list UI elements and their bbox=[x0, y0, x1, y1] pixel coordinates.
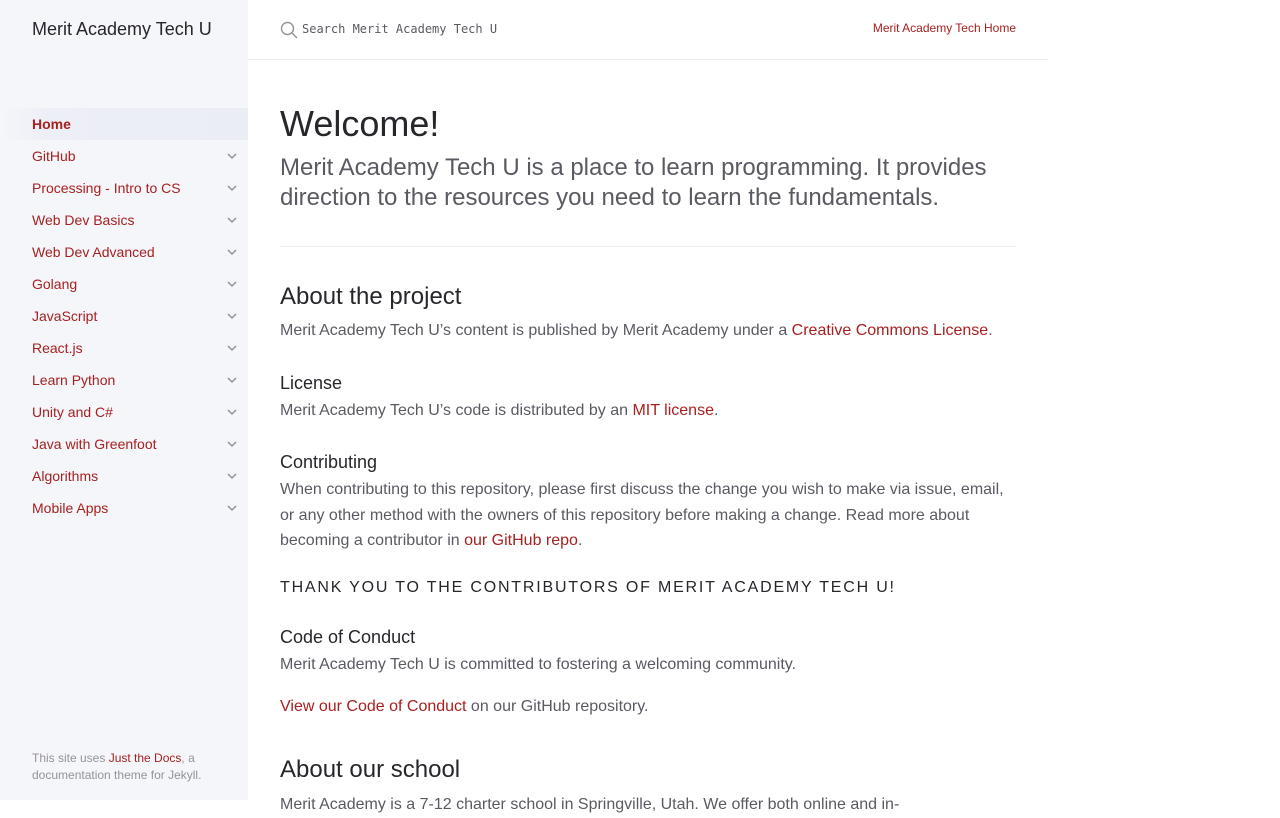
sidebar-footer bbox=[32, 750, 222, 784]
sidebar-item-label: Processing - Intro to CS bbox=[32, 180, 181, 196]
sidebar-item-learn-python[interactable] bbox=[0, 364, 248, 396]
license-text-after: . bbox=[713, 402, 719, 419]
search-input[interactable] bbox=[302, 19, 602, 39]
chevron-down-icon[interactable] bbox=[224, 276, 240, 292]
sidebar-item-label: Web Dev Advanced bbox=[32, 244, 155, 260]
lead-paragraph: Merit Academy Tech U is a place to learn programming. It provides direction to the resources you need to learn the fundamentals. bbox=[280, 154, 987, 211]
sidebar-item-label: GitHub bbox=[32, 148, 76, 164]
sidebar-nav bbox=[0, 108, 248, 524]
aux-nav-home-link[interactable]: Merit Academy Tech Home bbox=[872, 21, 1016, 35]
sidebar-item-label: Web Dev Basics bbox=[32, 212, 135, 228]
just-the-docs-link[interactable]: Just the Docs bbox=[108, 751, 182, 765]
sidebar-item-algorithms[interactable] bbox=[0, 460, 248, 492]
conduct-link-paragraph bbox=[280, 694, 1016, 720]
sidebar-item-javascript[interactable] bbox=[0, 300, 248, 332]
chevron-down-icon[interactable] bbox=[224, 212, 240, 228]
sidebar-item-label: Unity and C# bbox=[32, 404, 113, 420]
about-project-heading: About the project bbox=[280, 283, 462, 310]
chevron-down-icon[interactable] bbox=[224, 308, 240, 324]
chevron-down-icon[interactable] bbox=[224, 244, 240, 260]
chevron-down-icon[interactable] bbox=[224, 404, 240, 420]
sidebar-item-web-dev-basics[interactable] bbox=[0, 204, 248, 236]
divider bbox=[280, 246, 1016, 247]
chevron-down-icon[interactable] bbox=[224, 148, 240, 164]
conduct-heading: Code of Conduct bbox=[280, 627, 416, 647]
about-project-text-before: Merit Academy Tech U’s content is published by Merit Academy under a bbox=[280, 322, 792, 339]
sidebar-item-web-dev-advanced[interactable] bbox=[0, 236, 248, 268]
chevron-down-icon[interactable] bbox=[224, 180, 240, 196]
sidebar-item-unity-csharp[interactable] bbox=[0, 396, 248, 428]
site-title[interactable]: Merit Academy Tech U bbox=[32, 19, 212, 39]
sidebar-item-mobile-apps[interactable] bbox=[0, 492, 248, 524]
page-title: Welcome! bbox=[280, 103, 440, 144]
code-of-conduct-link[interactable]: View our Code of Conduct bbox=[280, 698, 467, 715]
sidebar-item-reactjs[interactable] bbox=[0, 332, 248, 364]
creative-commons-link[interactable]: Creative Commons License bbox=[791, 322, 989, 339]
footer-text-prefix: This site uses bbox=[32, 751, 109, 765]
chevron-down-icon[interactable] bbox=[224, 436, 240, 452]
contributing-text bbox=[280, 477, 1016, 554]
sidebar-item-github[interactable] bbox=[0, 140, 248, 172]
sidebar-item-label: Mobile Apps bbox=[32, 500, 109, 516]
license-text-before: Merit Academy Tech U’s code is distributed by an bbox=[280, 402, 633, 419]
about-project-text-after: . bbox=[988, 322, 993, 339]
chevron-down-icon[interactable] bbox=[224, 372, 240, 388]
about-project-text bbox=[280, 318, 1016, 344]
thanks-heading: THANK YOU TO THE CONTRIBUTORS OF MERIT ACADEMY TECH U! bbox=[280, 579, 896, 596]
mit-license-link[interactable]: MIT license bbox=[632, 402, 714, 419]
about-school-text: Merit Academy is a 7-12 charter school in Springville, Utah. We offer both online and in- bbox=[280, 796, 900, 813]
contributing-text-after: . bbox=[577, 532, 583, 550]
sidebar-item-java-greenfoot[interactable] bbox=[0, 428, 248, 460]
footer-text-suffix: , a documentation theme for Jekyll. bbox=[32, 751, 202, 782]
conduct-text: Merit Academy Tech U is committed to fostering a welcoming community. bbox=[280, 656, 797, 673]
conduct-link-after: on our GitHub repository. bbox=[466, 698, 649, 715]
chevron-down-icon[interactable] bbox=[224, 340, 240, 356]
sidebar-item-home[interactable] bbox=[0, 108, 248, 140]
sidebar-item-label: React.js bbox=[32, 340, 83, 356]
sidebar-item-label: Home bbox=[32, 116, 71, 132]
search-icon bbox=[280, 21, 298, 39]
license-text bbox=[280, 398, 1016, 424]
sidebar-item-label: JavaScript bbox=[32, 308, 98, 324]
sidebar-item-label: Java with Greenfoot bbox=[32, 436, 157, 452]
contributing-heading: Contributing bbox=[280, 452, 378, 472]
chevron-down-icon[interactable] bbox=[224, 500, 240, 516]
sidebar-item-label: Golang bbox=[32, 276, 78, 292]
contributing-text-before: When contributing to this repository, please first discuss the change you wish to make via issue, email, or any other method with the owners of this repository before making a change. Read more about becoming a contributor in bbox=[280, 481, 1004, 550]
sidebar-item-golang[interactable] bbox=[0, 268, 248, 300]
top-header bbox=[248, 0, 1048, 60]
license-heading: License bbox=[280, 373, 343, 393]
chevron-down-icon[interactable] bbox=[224, 468, 240, 484]
sidebar-item-label: Learn Python bbox=[32, 372, 116, 388]
sidebar-item-processing[interactable] bbox=[0, 172, 248, 204]
about-school-heading: About our school bbox=[280, 756, 461, 783]
github-repo-link[interactable]: our GitHub repo bbox=[464, 532, 578, 550]
sidebar-item-label: Algorithms bbox=[32, 468, 99, 484]
sidebar bbox=[0, 0, 248, 800]
